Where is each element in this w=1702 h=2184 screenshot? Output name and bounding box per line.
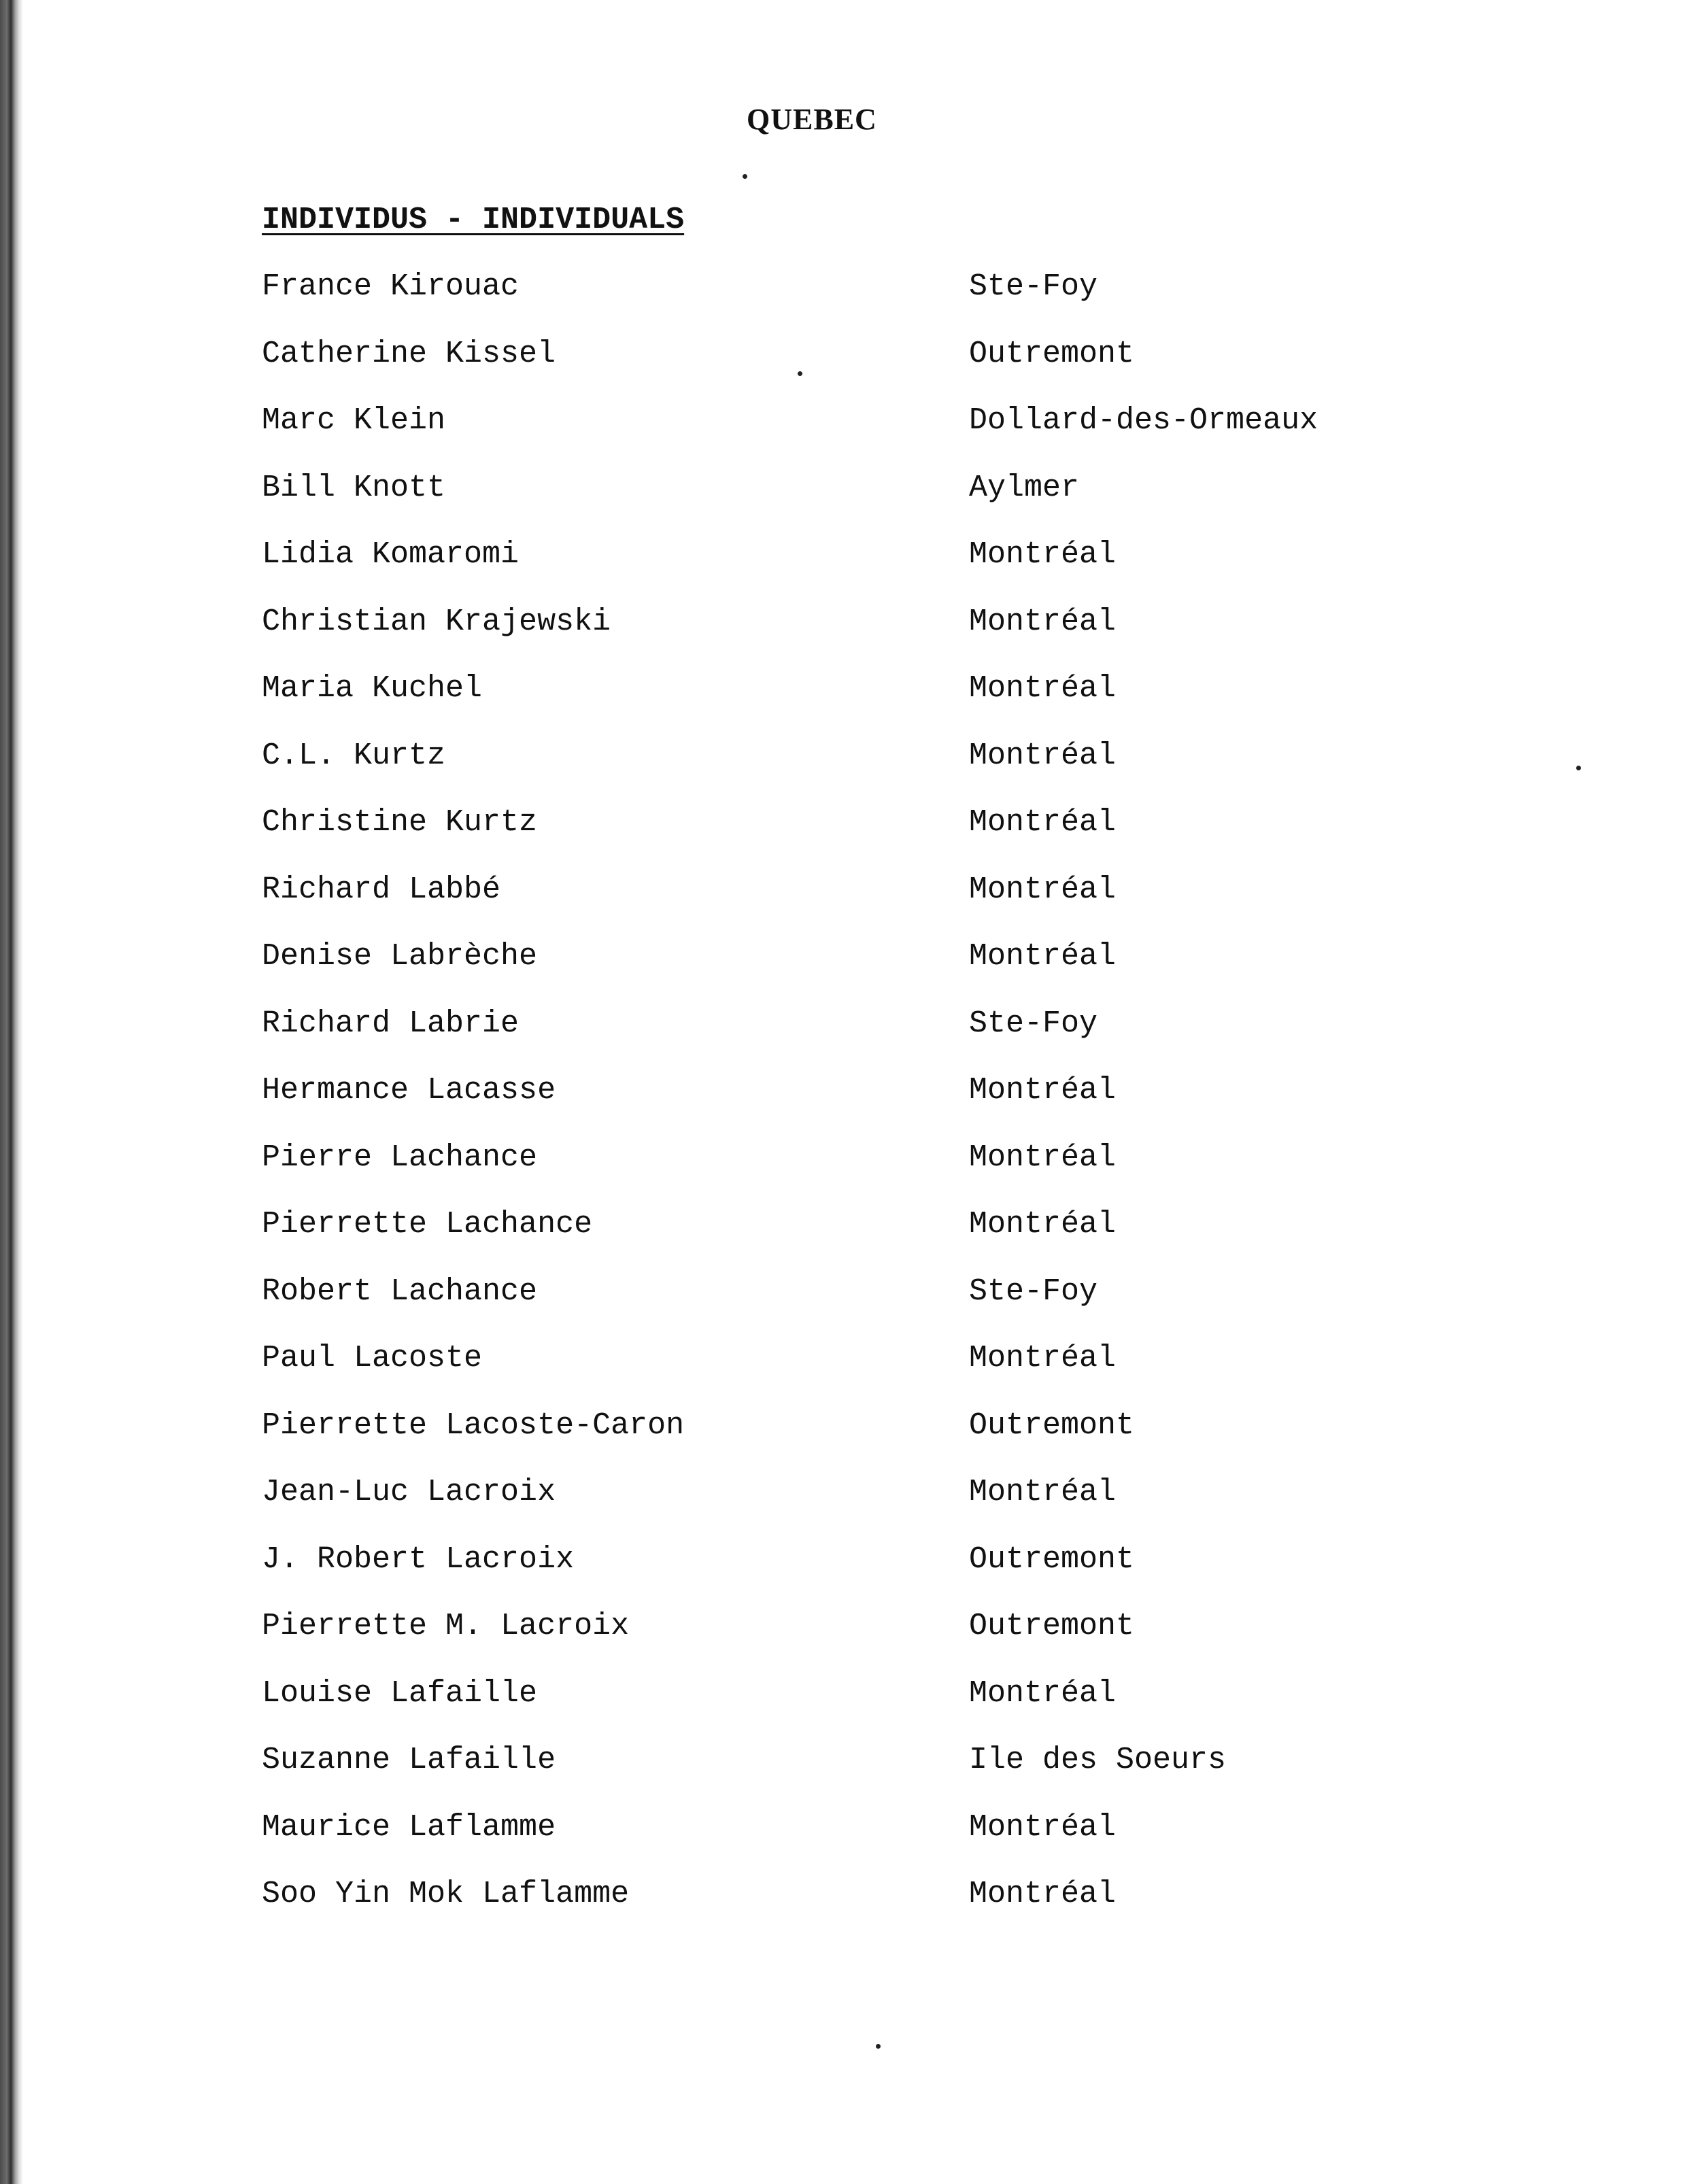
city-name: Montréal (969, 1877, 1117, 1911)
city-name: Montréal (969, 1341, 1117, 1376)
scan-speck (743, 174, 747, 179)
city-name: Outremont (969, 337, 1135, 371)
person-name: Lidia Komaromi (262, 537, 520, 572)
city-name: Ste-Foy (969, 269, 1098, 304)
list-item (262, 1341, 1622, 1382)
list-item (262, 1140, 1622, 1181)
city-name: Montréal (969, 1140, 1117, 1175)
list-item (262, 1676, 1622, 1717)
scan-speck (1576, 766, 1581, 770)
person-name: C.L. Kurtz (262, 738, 446, 773)
city-name: Montréal (969, 1810, 1117, 1845)
city-name: Montréal (969, 939, 1117, 974)
person-name: Paul Lacoste (262, 1341, 483, 1376)
city-name: Montréal (969, 1475, 1117, 1509)
scan-speck (876, 2044, 881, 2049)
city-name: Ste-Foy (969, 1274, 1098, 1309)
list-item (262, 1743, 1622, 1784)
person-name: Denise Labrèche (262, 939, 538, 974)
city-name: Montréal (969, 872, 1117, 907)
section-heading: INDIVIDUS - INDIVIDUALS (262, 203, 685, 237)
person-name: Marc Klein (262, 403, 446, 438)
person-name: Maria Kuchel (262, 671, 483, 706)
list-item (262, 537, 1622, 578)
city-name: Montréal (969, 738, 1117, 773)
person-name: Soo Yin Mok Laflamme (262, 1877, 630, 1911)
list-item (262, 1207, 1622, 1248)
list-item (262, 269, 1622, 310)
person-name: J. Robert Lacroix (262, 1542, 575, 1577)
list-item (262, 337, 1622, 377)
list-item (262, 1408, 1622, 1449)
city-name: Outremont (969, 1542, 1135, 1577)
list-item (262, 1542, 1622, 1583)
person-name: Pierrette Lacoste-Caron (262, 1408, 685, 1443)
list-item (262, 805, 1622, 846)
city-name: Montréal (969, 537, 1117, 572)
person-name: Pierre Lachance (262, 1140, 538, 1175)
city-name: Ste-Foy (969, 1006, 1098, 1041)
city-name: Montréal (969, 1676, 1117, 1711)
person-name: Christian Krajewski (262, 604, 611, 639)
person-name: Catherine Kissel (262, 337, 556, 371)
person-name: Louise Lafaille (262, 1676, 538, 1711)
city-name: Outremont (969, 1609, 1135, 1643)
list-item (262, 1475, 1622, 1516)
list-item (262, 1810, 1622, 1851)
list-item (262, 738, 1622, 779)
person-name: Hermance Lacasse (262, 1073, 556, 1108)
person-name: Maurice Laflamme (262, 1810, 556, 1845)
scan-speck (798, 371, 802, 376)
list-item (262, 1274, 1622, 1315)
city-name: Ile des Soeurs (969, 1743, 1227, 1777)
person-name: France Kirouac (262, 269, 520, 304)
city-name: Montréal (969, 604, 1117, 639)
person-name: Suzanne Lafaille (262, 1743, 556, 1777)
person-name: Pierrette Lachance (262, 1207, 593, 1242)
city-name: Montréal (969, 805, 1117, 840)
city-name: Outremont (969, 1408, 1135, 1443)
person-name: Bill Knott (262, 471, 446, 505)
list-item (262, 471, 1622, 511)
scan-edge (0, 0, 23, 2184)
list-item (262, 403, 1622, 444)
person-name: Robert Lachance (262, 1274, 538, 1309)
list-item (262, 939, 1622, 980)
list-item (262, 604, 1622, 645)
city-name: Montréal (969, 1073, 1117, 1108)
city-name: Aylmer (969, 471, 1080, 505)
person-name: Richard Labrie (262, 1006, 520, 1041)
list-item (262, 1877, 1622, 1917)
list-item (262, 671, 1622, 712)
person-name: Richard Labbé (262, 872, 501, 907)
person-name: Jean-Luc Lacroix (262, 1475, 556, 1509)
list-item (262, 1609, 1622, 1650)
list-item (262, 872, 1622, 913)
page-title: QUEBEC (747, 103, 877, 136)
list-item (262, 1006, 1622, 1047)
person-name: Pierrette M. Lacroix (262, 1609, 630, 1643)
person-name: Christine Kurtz (262, 805, 538, 840)
city-name: Montréal (969, 1207, 1117, 1242)
list-item (262, 1073, 1622, 1114)
city-name: Dollard-des-Ormeaux (969, 403, 1318, 438)
city-name: Montréal (969, 671, 1117, 706)
